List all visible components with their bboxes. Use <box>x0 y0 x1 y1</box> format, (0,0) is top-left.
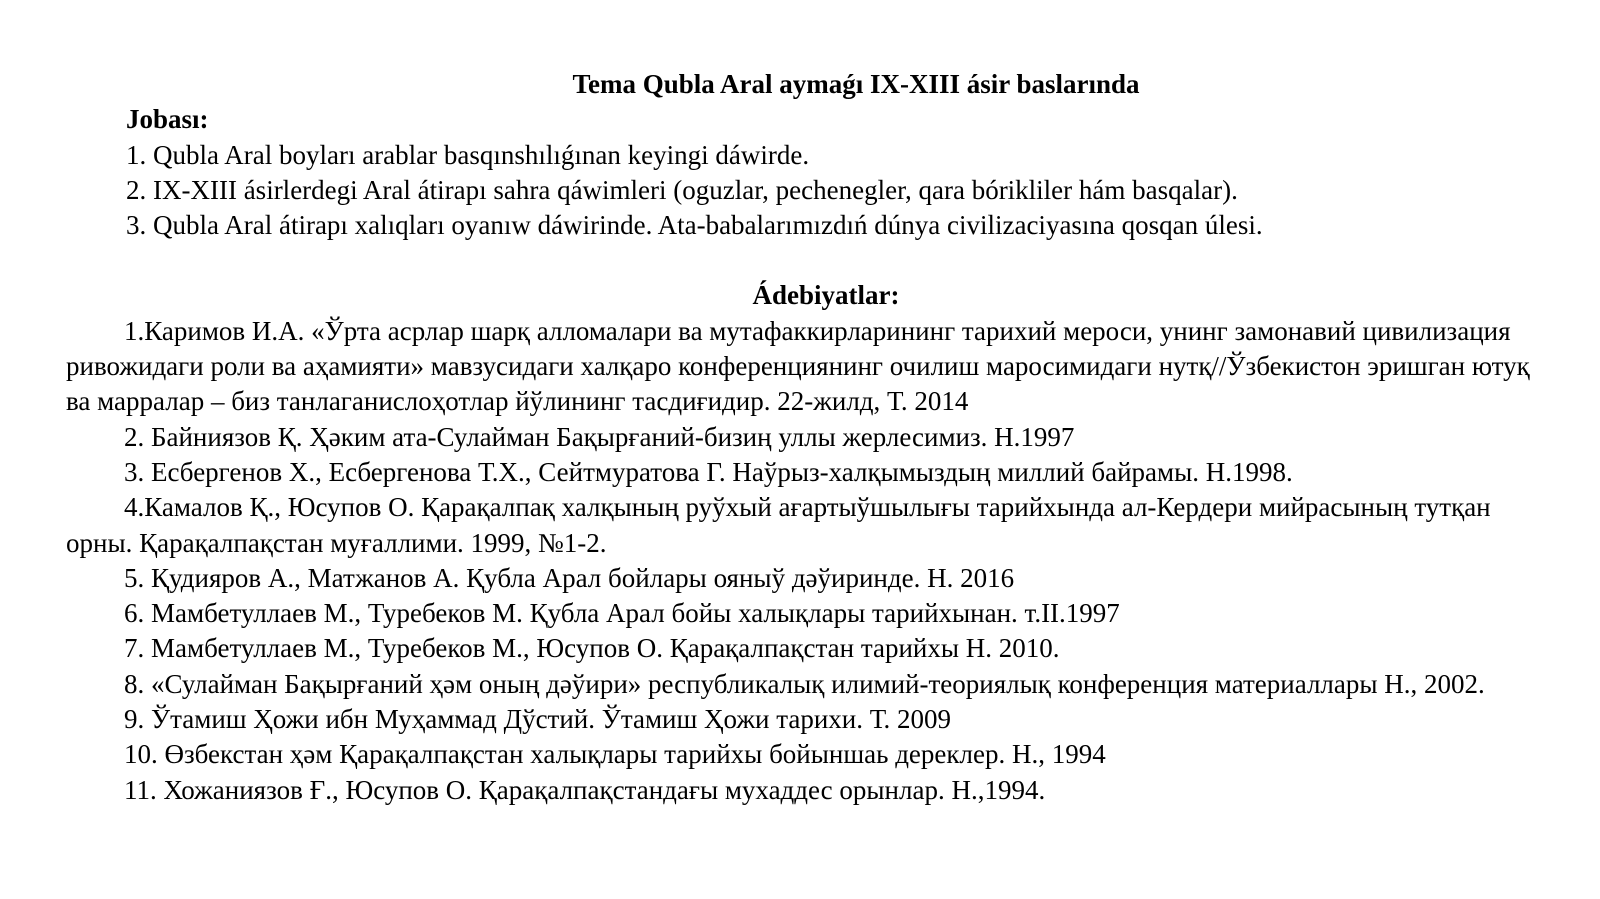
reference-item-3: 3. Есбергенов Х., Есбергенова Т.Х., Сейтмуратова Г. Наўрыз-халқымыздың миллий байрамы. Н.1998. <box>124 456 1293 487</box>
document-title: Tema Qubla Aral aymaǵı IX-XIII ásir baslarında <box>572 69 1140 99</box>
reference-item-1: 1.Каримов И.А. «Ўрта асрлар шарқ алломалари ва мутафаккирларининг тарихий мероси, унинг замонавий цивилизация ривожидаги роли ва аҳамияти» мавзусидаги халқаро конференциянинг очилиш маросимидаги нутқ//Ўзбекистон эришган ютуқ ва марралар – биз танлаганислоҳотлар йўлининг тасдиғидир. 22-жилд, Т. 2014 <box>66 315 1530 417</box>
plan-item-3: 3. Qubla Aral átirapı xalıqları oyanıw dáwirinde. Ata-babalarımızdıń dúnya civilizaciyasına qosqan úlesi. <box>126 210 1263 241</box>
reference-item-4: 4.Камалов Қ., Юсупов О. Қарақалпақ халқының руўхый ағартыўшылығы тарийхында ал-Кердери мийрасының тутқан орны. Қарақалпақстан муғаллими. 1999, №1-2. <box>66 492 1491 558</box>
reference-item-9: 9. Ўтамиш Ҳожи ибн Муҳаммад Дўстий. Ўтамиш Ҳожи тарихи. Т. 2009 <box>124 704 952 735</box>
reference-item-10: 10. Өзбекстан ҳәм Қарақалпақстан халықлары тарийхы бойыншаь дереклер. Н., 1994 <box>124 739 1106 770</box>
paragraph-spacer <box>66 243 1556 278</box>
reference-item-5: 5. Қудияров А., Матжанов А. Қубла Арал бойлары ояныў дәўиринде. Н. 2016 <box>124 562 1015 593</box>
reference-item-8: 8. «Сулайман Бақырғаний ҳәм оның дәўири» республикалық илимий-теориялық конференция материаллары Н., 2002. <box>124 668 1485 699</box>
plan-heading: Jobası: <box>126 104 209 135</box>
reference-item-6: 6. Мамбетуллаев М., Туребеков М. Қубла Арал бойы халықлары тарийхынан. т.II.1997 <box>124 598 1120 629</box>
plan-item-2: 2. IX-XIII ásirlerdegi Aral átirapı sahra qáwimleri (oguzlar, pechenegler, qara bórikliler hám basqalar). <box>126 174 1238 205</box>
reference-item-7: 7. Мамбетуллаев М., Туребеков М., Юсупов О. Қарақалпақстан тарийхы Н. 2010. <box>124 633 1060 664</box>
reference-item-11: 11. Хожаниязов Ғ., Юсупов О. Қарақалпақстандағы мухаддес орынлар. Н.,1994. <box>124 774 1046 805</box>
plan-item-1: 1. Qubla Aral boyları arablar basqınshılıǵınan keyingi dáwirde. <box>126 139 810 170</box>
literature-heading: Ádebiyatlar: <box>752 280 900 311</box>
document-body <box>66 67 1556 808</box>
reference-item-2: 2. Байниязов Қ. Ҳәким ата-Сулайман Бақырғаний-бизиң уллы жерлесимиз. Н.1997 <box>124 421 1075 452</box>
